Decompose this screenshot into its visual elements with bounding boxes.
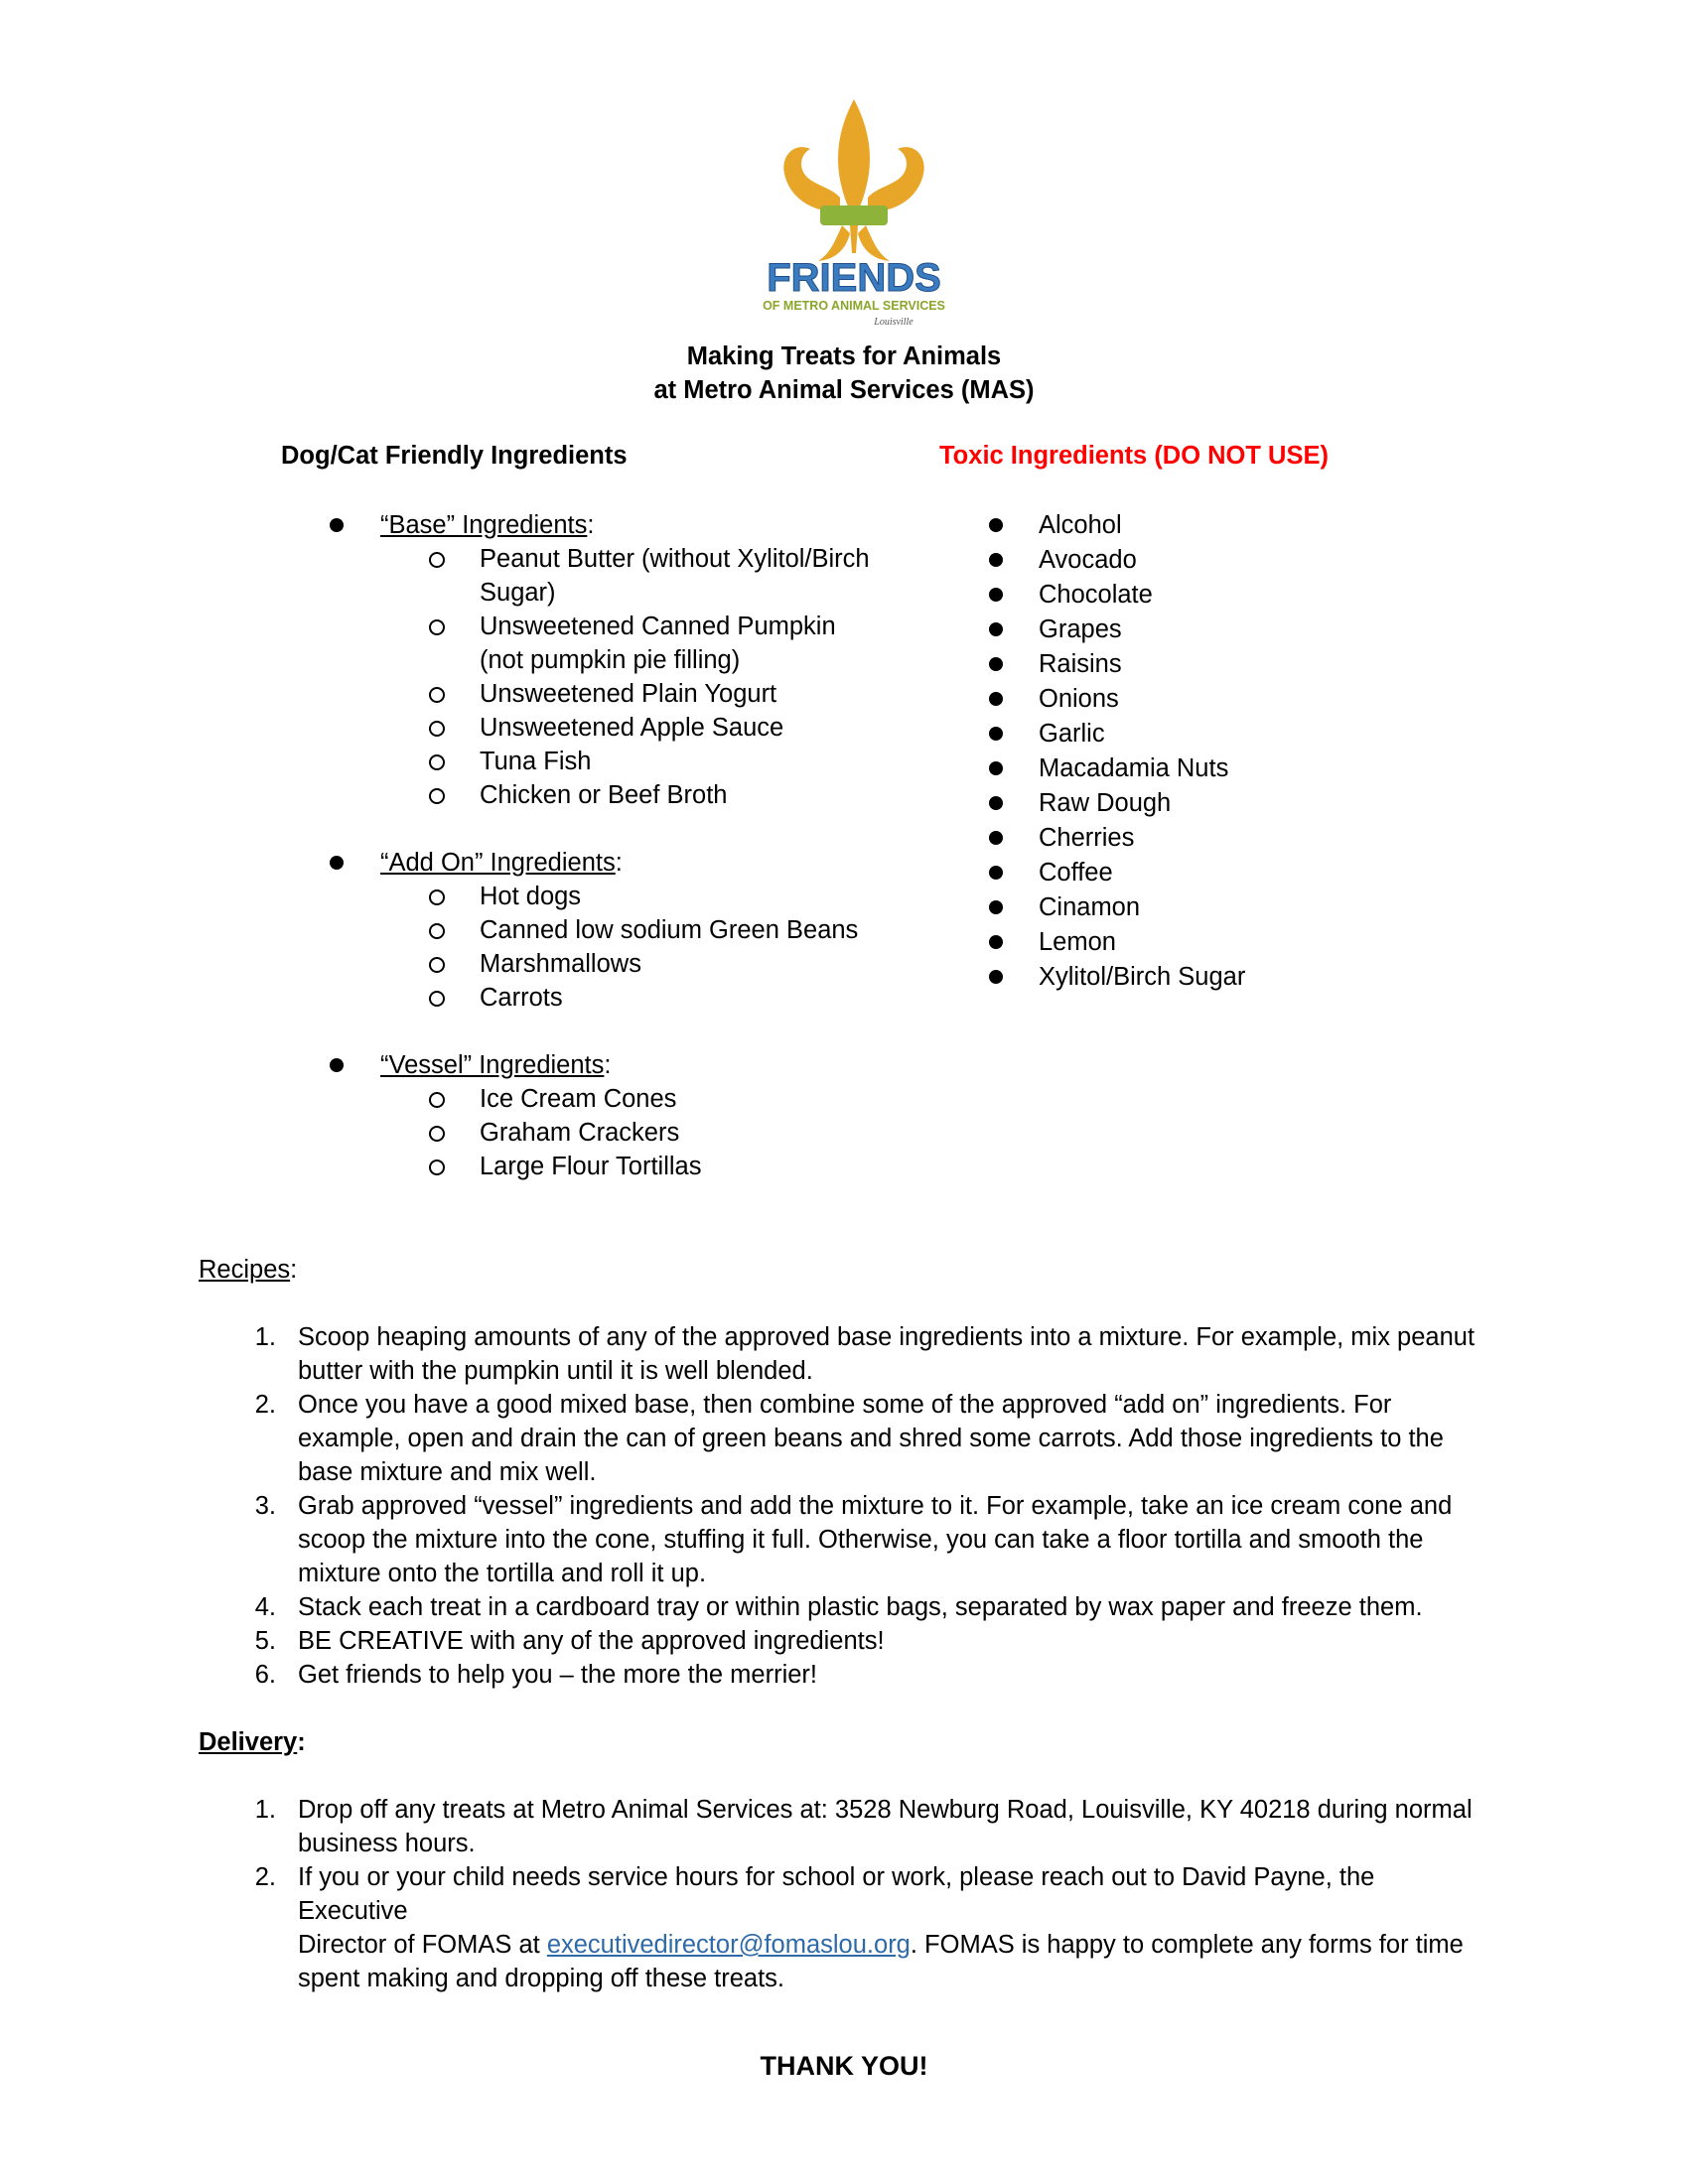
list-item: Ice Cream Cones [480,1085,677,1113]
page-title [0,340,1688,407]
friendly-heading: Dog/Cat Friendly Ingredients [281,442,628,470]
step-text: BE CREATIVE with any of the approved ingredients! [298,1627,885,1655]
recipes-heading: Recipes: [199,1256,298,1284]
bullet-icon [989,692,1003,706]
step-number: 1. [254,1796,276,1824]
circle-bullet-icon [429,991,445,1007]
toxic-item: Garlic [1039,720,1105,748]
title-line-2: at Metro Animal Services (MAS) [653,376,1035,404]
step-number: 3. [254,1492,276,1520]
circle-bullet-icon [429,1126,445,1142]
toxic-item: Alcohol [1039,511,1122,539]
delivery-heading: Delivery: [199,1728,306,1756]
toxic-item: Xylitol/Birch Sugar [1039,963,1246,991]
list-item: Unsweetened Canned Pumpkin [480,613,836,640]
step-text: Once you have a good mixed base, then combine some of the approved “add on” ingredients. For example, open and drain the can of green beans and shred some carrots. Add those ingredients to the base mixture and mix well. [298,1391,1444,1486]
step-number: 1. [254,1323,276,1351]
list-item: Peanut Butter (without Xylitol/Birch [480,545,870,573]
bullet-icon [989,970,1003,984]
group-title: “Base” Ingredients: [380,511,595,539]
toxic-item: Macadamia Nuts [1039,754,1229,782]
toxic-item: Cherries [1039,824,1135,852]
step-number: 2. [254,1863,276,1891]
step-number: 5. [254,1627,276,1655]
bullet-icon [989,796,1003,810]
thank-you-text: THANK YOU! [760,2051,928,2081]
toxic-heading: Toxic Ingredients (DO NOT USE) [939,442,1329,470]
circle-bullet-icon [429,788,445,804]
bullet-icon [989,553,1003,567]
circle-bullet-icon [429,552,445,568]
toxic-item: Chocolate [1039,581,1153,609]
bullet-icon [989,866,1003,880]
bullet-icon [989,588,1003,602]
friends-logo [755,94,953,342]
logo-subtitle: OF METRO ANIMAL SERVICES [763,299,945,313]
step-number: 6. [254,1661,276,1689]
list-item: Canned low sodium Green Beans [480,916,859,944]
list-item: Unsweetened Apple Sauce [480,714,784,742]
toxic-item: Avocado [1039,546,1137,574]
toxic-item: Cinamon [1039,893,1141,921]
circle-bullet-icon [429,619,445,635]
toxic-item: Lemon [1039,928,1116,956]
step-text: Stack each treat in a cardboard tray or within plastic bags, separated by wax paper and freeze them. [298,1593,1423,1621]
bullet-icon [989,900,1003,914]
list-item: Marshmallows [480,950,641,978]
logo-city: Louisville [874,317,914,328]
fleur-de-lis-icon [755,94,953,342]
step-number: 4. [254,1593,276,1621]
bullet-icon [989,622,1003,636]
toxic-item: Onions [1039,685,1119,713]
bullet-icon [989,831,1003,845]
list-item: Graham Crackers [480,1119,680,1147]
toxic-item: Raisins [1039,650,1122,678]
email-link[interactable]: executivedirector@fomaslou.org [546,1931,911,1959]
circle-bullet-icon [429,889,445,905]
circle-bullet-icon [429,923,445,939]
circle-bullet-icon [429,1160,445,1175]
bullet-icon [989,657,1003,671]
bullet-icon [330,1058,344,1072]
toxic-item: Grapes [1039,615,1122,643]
circle-bullet-icon [429,687,445,703]
list-item: Chicken or Beef Broth [480,781,728,809]
list-item: Unsweetened Plain Yogurt [480,680,777,708]
group-title: “Add On” Ingredients: [380,849,623,877]
step-text: Drop off any treats at Metro Animal Services at: 3528 Newburg Road, Louisville, KY 40218 during normal business hours. [298,1796,1473,1857]
logo-brand: FRIENDS [767,256,941,300]
group-title: “Vessel” Ingredients: [380,1051,612,1079]
list-item: Carrots [480,984,563,1012]
step-number: 2. [254,1391,276,1419]
list-item: Hot dogs [480,883,582,910]
step-text: Scoop heaping amounts of any of the approved base ingredients into a mixture. For example, mix peanut butter with the pumpkin until it is well blended. [298,1323,1476,1385]
bullet-icon [989,761,1003,775]
list-item: Tuna Fish [480,748,592,775]
circle-bullet-icon [429,1092,445,1108]
list-item-continuation: (not pumpkin pie filling) [480,646,741,674]
step-text: Get friends to help you – the more the merrier! [298,1661,817,1689]
bullet-icon [989,518,1003,532]
list-item: Large Flour Tortillas [480,1153,702,1180]
bullet-icon [330,856,344,870]
toxic-item: Raw Dough [1039,789,1172,817]
circle-bullet-icon [429,957,445,973]
circle-bullet-icon [429,721,445,737]
bullet-icon [330,518,344,532]
list-item-continuation: Sugar) [480,579,556,607]
step-text: If you or your child needs service hours for school or work, please reach out to David Payne, the Executive Director of FOMAS at executivedirector@fomaslou.org. FOMAS is happy to complete any forms for time spent making and dropping off these treats. [298,1863,1464,1992]
bullet-icon [989,935,1003,949]
toxic-item: Coffee [1039,859,1113,887]
bullet-icon [989,727,1003,741]
title-line-1: Making Treats for Animals [686,342,1002,370]
step-text: Grab approved “vessel” ingredients and add the mixture to it. For example, take an ice cream cone and scoop the mixture into the cone, stuffing it full. Otherwise, you can take a floor tortilla and smooth the mixture onto the tortilla and roll it up. [298,1492,1453,1587]
circle-bullet-icon [429,754,445,770]
